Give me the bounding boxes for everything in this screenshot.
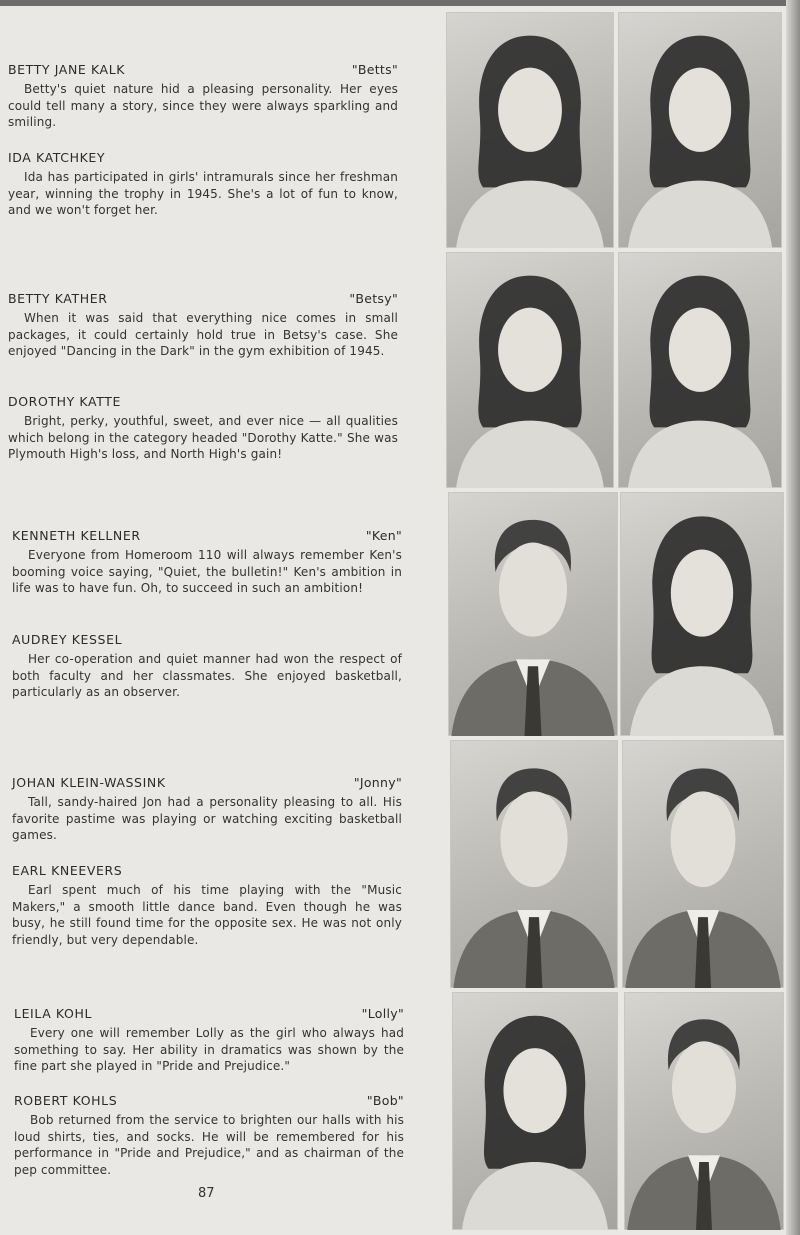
- portrait-photo: [618, 252, 782, 488]
- student-bio: Earl spent much of his time playing with the "Music Makers," a smooth little dance band. Even though he was busy, he still found time for the opposite sex. He was not only friendly, but very dependable.: [12, 883, 402, 947]
- student-entry-kather: [8, 291, 398, 360]
- face-shape: [499, 543, 567, 637]
- shoulders-shape: [456, 181, 604, 248]
- student-entry-katte: [8, 394, 398, 463]
- face-shape: [671, 550, 733, 637]
- student-entry-kohl: [14, 1006, 404, 1075]
- student-bio: Betty's quiet nature hid a pleasing personality. Her eyes could tell many a story, since they were always sparkling and smiling.: [8, 82, 398, 129]
- shoulders-shape: [628, 421, 772, 488]
- student-bio: Her co-operation and quiet manner had won the respect of both faculty and her classmates. She enjoyed basketball, particularly as an observer.: [12, 652, 402, 699]
- student-name: DOROTHY KATTE: [8, 394, 121, 409]
- student-nickname: "Bob": [366, 1093, 404, 1108]
- face-shape: [498, 68, 562, 152]
- portrait-image: [448, 492, 618, 736]
- portrait-image: [618, 252, 782, 488]
- portrait-image: [622, 740, 784, 988]
- portrait-image: [446, 252, 614, 488]
- student-entry-kalk: [8, 62, 398, 131]
- portrait-grid: [444, 10, 786, 1232]
- face-shape: [500, 791, 567, 887]
- shoulders-shape: [462, 1162, 608, 1230]
- student-name: IDA KATCHKEY: [8, 150, 106, 165]
- face-shape: [498, 308, 562, 392]
- student-nickname: "Ken": [365, 528, 402, 543]
- student-name: AUDREY KESSEL: [12, 632, 123, 647]
- portrait-photo: [618, 12, 782, 248]
- student-bio: When it was said that everything nice comes in small packages, it could certainly hold true in Betsy's case. She enjoyed "Dancing in the Dark" in the gym exhibition of 1945.: [8, 311, 398, 358]
- student-nickname: "Jonny": [353, 775, 402, 790]
- student-entry-kohls: [14, 1093, 404, 1178]
- face-shape: [669, 68, 731, 152]
- student-bio: Everyone from Homeroom 110 will always remember Ken's booming voice saying, "Quiet, the bulletin!" Ken's ambition in life was to have fun. Oh, to succeed in such an ambition!: [12, 548, 402, 595]
- student-bio: Bright, perky, youthful, sweet, and ever nice — all qualities which belong in the category headed "Dorothy Katte." She was Plymouth High's loss, and North High's gain!: [8, 414, 398, 461]
- face-shape: [503, 1048, 566, 1133]
- portrait-photo: [450, 740, 618, 988]
- portrait-photo: [446, 12, 614, 248]
- shoulders-shape: [456, 421, 604, 488]
- student-entry-kellner: [12, 528, 402, 597]
- portrait-image: [624, 992, 784, 1230]
- student-name: EARL KNEEVERS: [12, 863, 123, 878]
- portrait-image: [620, 492, 784, 736]
- portrait-photo: [620, 492, 784, 736]
- student-bio: Every one will remember Lolly as the girl who always had something to say. Her ability in dramatics was shown by the fine part she played in "Pride and Prejudice.": [14, 1026, 404, 1073]
- page-number: 87: [198, 1186, 215, 1201]
- student-name: JOHAN KLEIN-WASSINK: [12, 775, 166, 790]
- face-shape: [669, 308, 731, 392]
- portrait-photo: [448, 492, 618, 736]
- student-name: ROBERT KOHLS: [14, 1093, 118, 1108]
- student-name: LEILA KOHL: [14, 1006, 93, 1021]
- student-bio: Tall, sandy-haired Jon had a personality pleasing to all. His favorite pastime was playing or watching exciting basketball games.: [12, 795, 402, 842]
- student-name: KENNETH KELLNER: [12, 528, 141, 543]
- portrait-image: [618, 12, 782, 248]
- student-nickname: "Lolly": [361, 1006, 404, 1021]
- student-nickname: "Betts": [351, 62, 398, 77]
- student-entry-katchkey: [8, 150, 398, 219]
- page-binding-edge: [786, 0, 800, 1235]
- student-bio: Ida has participated in girls' intramurals since her freshman year, winning the trophy in 1945. She's a lot of fun to know, and we won't forget her.: [8, 170, 398, 217]
- portrait-image: [452, 992, 618, 1230]
- shoulders-shape: [630, 666, 774, 736]
- portrait-image: [446, 12, 614, 248]
- student-entry-kneevers: [12, 863, 402, 948]
- face-shape: [672, 1041, 736, 1133]
- student-nickname: "Betsy": [349, 291, 398, 306]
- student-name: BETTY KATHER: [8, 291, 108, 306]
- student-entry-kessel: [12, 632, 402, 701]
- portrait-photo: [452, 992, 618, 1230]
- student-entry-klein-wassink: [12, 775, 402, 844]
- shoulders-shape: [628, 181, 772, 248]
- student-bio: Bob returned from the service to brighten our halls with his loud shirts, ties, and socks. He will be remembered for his performance in "Pride and Prejudice," and as chairman of the pep committee.: [14, 1113, 404, 1177]
- student-name: BETTY JANE KALK: [8, 62, 126, 77]
- portrait-photo: [446, 252, 614, 488]
- face-shape: [671, 791, 736, 887]
- portrait-photo: [624, 992, 784, 1230]
- portrait-image: [450, 740, 618, 988]
- portrait-photo: [622, 740, 784, 988]
